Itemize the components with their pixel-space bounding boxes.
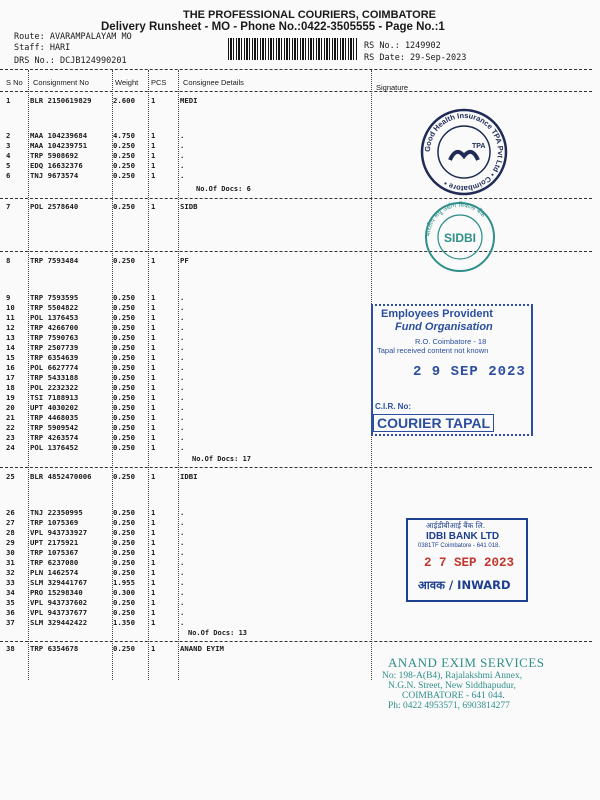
weight-value: 0.250: [113, 202, 135, 211]
consignment-number: TRP 7593595: [30, 293, 79, 302]
serial-number: 16: [6, 363, 15, 372]
pcs-count: 1: [151, 568, 156, 577]
consignment-number: TNJ 22350995: [30, 508, 83, 517]
consignment-number: TRP 4263574: [30, 433, 79, 442]
consignee-details: .: [180, 333, 185, 342]
consignee-details: .: [180, 293, 185, 302]
anand-addr3: COIMBATORE - 641 044.: [402, 691, 505, 701]
serial-number: 33: [6, 578, 15, 587]
serial-number: 28: [6, 528, 15, 537]
pcs-count: 1: [151, 393, 156, 402]
epfo-line3: R.O. Coimbatore - 18: [415, 337, 487, 346]
sidbi-center-text: SIDBI: [443, 231, 477, 245]
pcs-count: 1: [151, 433, 156, 442]
weight-value: 1.350: [113, 618, 135, 627]
consignment-number: TRP 5908692: [30, 151, 79, 160]
consignment-number: SLM 329442422: [30, 618, 88, 627]
consignment-number: TRP 4266700: [30, 323, 79, 332]
idbi-stamp: [406, 518, 528, 602]
drs-number: DRS No.: DCJB124990201: [14, 56, 127, 66]
weight-value: 0.250: [113, 303, 135, 312]
pcs-count: 1: [151, 548, 156, 557]
weight-value: 1.955: [113, 578, 135, 587]
consignee-details: .: [180, 588, 185, 597]
weight-value: 0.250: [113, 433, 135, 442]
consignment-number: MAA 104239751: [30, 141, 88, 150]
weight-value: 0.250: [113, 518, 135, 527]
weight-value: 0.250: [113, 383, 135, 392]
serial-number: 2: [6, 131, 11, 140]
consignment-number: POL 2578640: [30, 202, 79, 211]
weight-value: 0.250: [113, 528, 135, 537]
pcs-count: 1: [151, 293, 156, 302]
consignment-number: PLN 1462574: [30, 568, 79, 577]
consignment-number: TRP 4468035: [30, 413, 79, 422]
consignee-details: .: [180, 131, 185, 140]
epfo-line1: Employees Provident: [381, 308, 493, 320]
consignee-details: .: [180, 433, 185, 442]
consignee-details: ANAND EYIM: [180, 644, 224, 653]
weight-value: 0.250: [113, 141, 135, 150]
group-divider: [0, 251, 592, 252]
pcs-count: 1: [151, 423, 156, 432]
anand-exim-stamp: [382, 655, 545, 711]
epfo-courier-tapal: COURIER TAPAL: [373, 414, 494, 432]
tpa-center-text: TPA: [472, 143, 486, 150]
consignee-details: IDBI: [180, 472, 198, 481]
serial-number: 4: [6, 151, 11, 160]
anand-phone: Ph: 0422 4953571, 6903814277: [388, 701, 510, 711]
serial-number: 13: [6, 333, 15, 342]
consignment-number: TRP 6237080: [30, 558, 79, 567]
serial-number: 22: [6, 423, 15, 432]
weight-value: 0.250: [113, 548, 135, 557]
consignment-number: TRP 6354678: [30, 644, 79, 653]
epfo-cir: C.I.R. No:: [375, 402, 411, 411]
consignee-details: .: [180, 443, 185, 452]
pcs-count: 1: [151, 443, 156, 452]
consignee-details: .: [180, 538, 185, 547]
consignee-details: .: [180, 171, 185, 180]
weight-value: 0.250: [113, 171, 135, 180]
col-divider: [28, 70, 29, 680]
consignee-details: .: [180, 423, 185, 432]
pcs-count: 1: [151, 383, 156, 392]
consignment-number: TRP 1075369: [30, 518, 79, 527]
idbi-inward: आवक / INWARD: [418, 578, 511, 592]
consignee-details: PF: [180, 256, 189, 265]
weight-value: 0.250: [113, 256, 135, 265]
serial-number: 17: [6, 373, 15, 382]
consignee-details: .: [180, 343, 185, 352]
consignee-details: .: [180, 413, 185, 422]
tpa-round-stamp: [420, 108, 508, 196]
consignee-details: .: [180, 568, 185, 577]
group-divider: [0, 467, 592, 468]
idbi-bank-name: IDBI BANK LTD: [426, 531, 500, 542]
pcs-count: 1: [151, 171, 156, 180]
runsheet-subtitle: Delivery Runsheet - MO - Phone No.:0422-3505555 - Page No.:1: [101, 21, 445, 33]
group-divider: [0, 641, 592, 642]
weight-value: 0.250: [113, 161, 135, 170]
consignee-details: .: [180, 548, 185, 557]
weight-value: 0.250: [113, 538, 135, 547]
consignee-details: SIDB: [180, 202, 198, 211]
staff-label: Staff: HARI: [14, 43, 71, 53]
pcs-count: 1: [151, 303, 156, 312]
serial-number: 37: [6, 618, 15, 627]
pcs-count: 1: [151, 151, 156, 160]
docs-count: No.Of Docs: 6: [196, 185, 251, 193]
consignee-details: .: [180, 383, 185, 392]
consignment-number: TRP 5909542: [30, 423, 79, 432]
pcs-count: 1: [151, 363, 156, 372]
serial-number: 11: [6, 313, 15, 322]
weight-value: 0.250: [113, 608, 135, 617]
consignment-number: BLR 4852470006: [30, 472, 92, 481]
serial-number: 3: [6, 141, 11, 150]
weight-value: 0.250: [113, 363, 135, 372]
pcs-count: 1: [151, 141, 156, 150]
serial-number: 7: [6, 202, 11, 211]
pcs-count: 1: [151, 131, 156, 140]
header-bottom-divider: [0, 91, 592, 92]
weight-value: 0.250: [113, 413, 135, 422]
weight-value: 0.250: [113, 644, 135, 653]
weight-value: 0.250: [113, 313, 135, 322]
serial-number: 25: [6, 472, 15, 481]
pcs-count: 1: [151, 353, 156, 362]
serial-number: 10: [6, 303, 15, 312]
pcs-count: 1: [151, 373, 156, 382]
serial-number: 24: [6, 443, 15, 452]
pcs-count: 1: [151, 313, 156, 322]
consignee-details: .: [180, 373, 185, 382]
serial-number: 8: [6, 256, 11, 265]
serial-number: 38: [6, 644, 15, 653]
consignment-number: TRP 5504822: [30, 303, 79, 312]
company-title: THE PROFESSIONAL COURIERS, COIMBATORE: [183, 9, 437, 21]
consignee-details: .: [180, 393, 185, 402]
weight-value: 0.250: [113, 472, 135, 481]
serial-number: 1: [6, 96, 11, 105]
serial-number: 30: [6, 548, 15, 557]
consignee-details: .: [180, 363, 185, 372]
serial-number: 12: [6, 323, 15, 332]
consignment-number: POL 2232322: [30, 383, 79, 392]
col-divider: [178, 70, 179, 680]
serial-number: 14: [6, 343, 15, 352]
pcs-count: 1: [151, 588, 156, 597]
col-consignment: Consignment No: [33, 78, 89, 87]
col-consignee: Consignee Details: [183, 78, 244, 87]
svg-text:Good Health Insurance TPA Pvt: [423, 111, 505, 193]
weight-value: 0.250: [113, 443, 135, 452]
serial-number: 26: [6, 508, 15, 517]
weight-value: 0.250: [113, 423, 135, 432]
consignment-number: TRP 5433188: [30, 373, 79, 382]
barcode-image: [228, 38, 358, 60]
serial-number: 20: [6, 403, 15, 412]
pcs-count: 1: [151, 333, 156, 342]
serial-number: 21: [6, 413, 15, 422]
consignment-number: TRP 1075367: [30, 548, 79, 557]
weight-value: 0.250: [113, 333, 135, 342]
col-sno: S No: [6, 78, 23, 87]
consignee-details: .: [180, 403, 185, 412]
docs-count: No.Of Docs: 17: [192, 455, 252, 463]
serial-number: 19: [6, 393, 15, 402]
consignee-details: .: [180, 151, 185, 160]
pcs-count: 1: [151, 618, 156, 627]
consignee-details: .: [180, 518, 185, 527]
route-label: Route: AVARAMPALAYAM MO: [14, 32, 132, 42]
idbi-branch: 0381TF Coimbatore - 641 018.: [418, 543, 501, 549]
sidbi-round-stamp: [420, 200, 500, 274]
serial-number: 15: [6, 353, 15, 362]
pcs-count: 1: [151, 528, 156, 537]
pcs-count: 1: [151, 403, 156, 412]
idbi-hindi: आईडीबीआई बैंक लि.: [426, 521, 486, 530]
weight-value: 0.250: [113, 508, 135, 517]
rs-number: RS No.: 1249902: [364, 41, 441, 51]
consignee-details: .: [180, 323, 185, 332]
consignee-details: .: [180, 558, 185, 567]
consignment-number: TNJ 9673574: [30, 171, 79, 180]
group-divider: [0, 198, 592, 199]
col-pcs: PCS: [151, 78, 167, 87]
consignment-number: TRP 2507739: [30, 343, 79, 352]
pcs-count: 1: [151, 472, 156, 481]
consignment-number: POL 1376452: [30, 443, 79, 452]
consignment-number: BLR 2150619829: [30, 96, 92, 105]
consignee-details: .: [180, 353, 185, 362]
weight-value: 0.250: [113, 558, 135, 567]
consignment-number: TRP 7590763: [30, 333, 79, 342]
anand-addr1: No: 198-A(B4), Rajalakshmi Annex,: [382, 671, 523, 681]
serial-number: 31: [6, 558, 15, 567]
epfo-line4: Tapal received content not known: [377, 346, 489, 355]
pcs-count: 1: [151, 413, 156, 422]
weight-value: 2.600: [113, 96, 135, 105]
epfo-stamp: [371, 304, 533, 436]
serial-number: 23: [6, 433, 15, 442]
serial-number: 29: [6, 538, 15, 547]
weight-value: 0.250: [113, 373, 135, 382]
consignee-details: .: [180, 313, 185, 322]
anand-name: ANAND EXIM SERVICES: [388, 655, 545, 670]
consignment-number: UPT 4030202: [30, 403, 79, 412]
serial-number: 9: [6, 293, 11, 302]
col-weight: Weight: [115, 78, 139, 87]
pcs-count: 1: [151, 256, 156, 265]
serial-number: 36: [6, 608, 15, 617]
consignment-number: PRO 15298340: [30, 588, 83, 597]
pcs-count: 1: [151, 508, 156, 517]
consignment-number: TRP 6354639: [30, 353, 79, 362]
consignment-number: EDQ 16632376: [30, 161, 83, 170]
weight-value: 0.300: [113, 588, 135, 597]
consignee-details: .: [180, 141, 185, 150]
consignee-details: .: [180, 608, 185, 617]
weight-value: 0.250: [113, 323, 135, 332]
header-top-divider: [0, 69, 592, 70]
consignee-details: .: [180, 161, 185, 170]
consignment-number: TSI 7188913: [30, 393, 79, 402]
consignee-details: .: [180, 303, 185, 312]
consignee-details: .: [180, 528, 185, 537]
serial-number: 35: [6, 598, 15, 607]
serial-number: 6: [6, 171, 11, 180]
epfo-date: 2 9 SEP 2023: [413, 364, 526, 380]
consignment-number: MAA 104239684: [30, 131, 88, 140]
anand-addr2: N.G.N. Street, New Siddhapudur,: [388, 681, 516, 691]
pcs-count: 1: [151, 343, 156, 352]
pcs-count: 1: [151, 644, 156, 653]
pcs-count: 1: [151, 323, 156, 332]
pcs-count: 1: [151, 518, 156, 527]
pcs-count: 1: [151, 608, 156, 617]
pcs-count: 1: [151, 578, 156, 587]
consignment-number: TRP 7593484: [30, 256, 79, 265]
rs-date: RS Date: 29-Sep-2023: [364, 53, 467, 63]
weight-value: 0.250: [113, 393, 135, 402]
consignee-details: .: [180, 598, 185, 607]
sidbi-ring-text: भारतीय लघु उद्योग विकास बैंक: [423, 200, 488, 238]
consignee-details: MEDI: [180, 96, 198, 105]
pcs-count: 1: [151, 161, 156, 170]
weight-value: 0.250: [113, 343, 135, 352]
serial-number: 18: [6, 383, 15, 392]
consignment-number: VPL 943737677: [30, 608, 88, 617]
pcs-count: 1: [151, 202, 156, 211]
consignment-number: SLM 329441767: [30, 578, 88, 587]
pcs-count: 1: [151, 538, 156, 547]
col-signature: Signature: [376, 83, 409, 92]
weight-value: 4.750: [113, 131, 135, 140]
consignment-number: POL 6627774: [30, 363, 79, 372]
col-divider: [148, 70, 149, 680]
serial-number: 27: [6, 518, 15, 527]
consignee-details: .: [180, 618, 185, 627]
consignee-details: .: [180, 508, 185, 517]
pcs-count: 1: [151, 558, 156, 567]
consignment-number: VPL 943737602: [30, 598, 88, 607]
weight-value: 0.250: [113, 151, 135, 160]
consignee-details: .: [180, 578, 185, 587]
docs-count: No.Of Docs: 13: [188, 629, 248, 637]
serial-number: 32: [6, 568, 15, 577]
consignment-number: POL 1376453: [30, 313, 79, 322]
idbi-date: 2 7 SEP 2023: [424, 556, 515, 570]
tpa-ring-text: Good Health Insurance TPA Pvt Ltd • Coimbatore •: [422, 110, 506, 194]
pcs-count: 1: [151, 598, 156, 607]
consignment-number: UPT 2175921: [30, 538, 79, 547]
serial-number: 34: [6, 588, 15, 597]
weight-value: 0.250: [113, 403, 135, 412]
pcs-count: 1: [151, 96, 156, 105]
weight-value: 0.250: [113, 598, 135, 607]
weight-value: 0.250: [113, 568, 135, 577]
epfo-line2: Fund Organisation: [395, 321, 493, 333]
weight-value: 0.250: [113, 293, 135, 302]
weight-value: 0.250: [113, 353, 135, 362]
serial-number: 5: [6, 161, 11, 170]
consignment-number: VPL 943733927: [30, 528, 88, 537]
